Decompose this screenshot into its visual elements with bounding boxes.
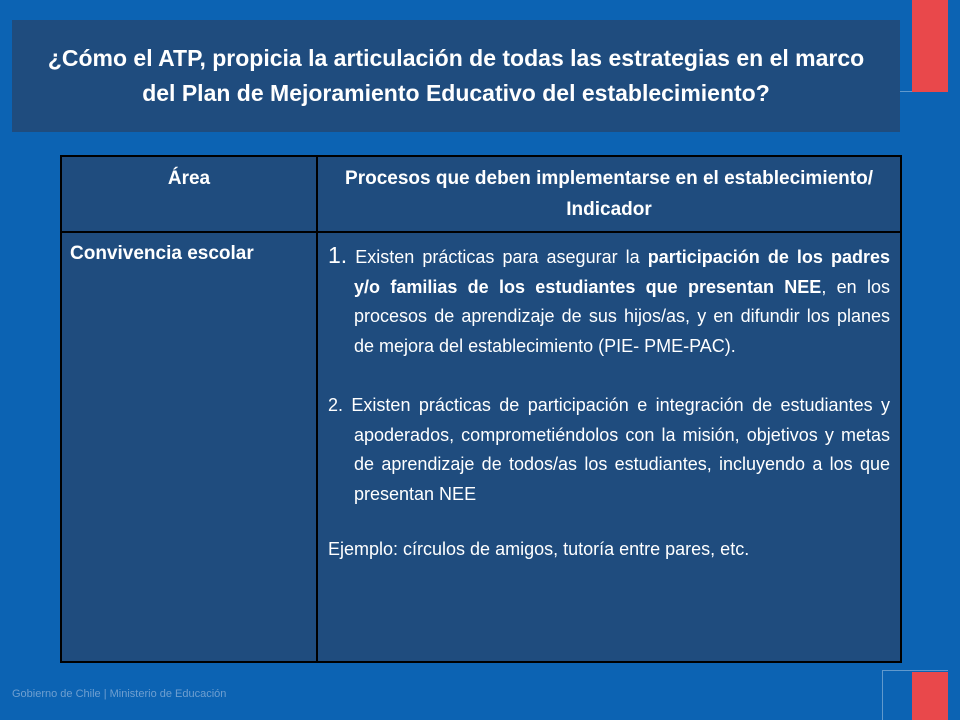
table-header-row	[61, 156, 901, 232]
indicator-1-bold: participación de los padres y/o familias de los estudiantes que presentan NEE	[354, 247, 891, 297]
indicator-1-number: 1.	[328, 242, 348, 268]
example-text: Ejemplo: círculos de amigos, tutoría entre pares, etc.	[328, 539, 750, 559]
slide-title	[12, 20, 900, 132]
corner-accent-top	[912, 0, 948, 92]
header-processes: Procesos que deben implementarse en el establecimiento/ Indicador	[317, 156, 901, 232]
indicator-item-1	[328, 241, 890, 361]
processes-cell	[317, 232, 901, 662]
indicator-item-2: 2. Existen prácticas de participación e integración de estudiantes y apoderados, comprometiéndolos con la misión, objetivos y metas de aprendizaje de todos/as los estudiantes, incluyendo a los que presentan NEE	[328, 395, 890, 504]
indicator-1-text-b: , en los procesos de aprendizaje de sus hijos/as, y en difundir los planes de mejora del establecimiento (PIE- PME-PAC).	[354, 276, 890, 356]
header-area: Área	[61, 156, 317, 232]
table-row	[61, 232, 901, 662]
indicator-table	[60, 155, 902, 663]
slide-title-text: ¿Cómo el ATP, propicia la articulación de todas las estrategias en el marco del Plan de Mejoramiento Educativo del establecimiento?	[47, 45, 865, 106]
footer-credit: Gobierno de Chile | Ministerio de Educación	[12, 688, 227, 700]
corner-accent-bottom	[912, 672, 948, 720]
area-cell: Convivencia escolar	[61, 232, 317, 662]
indicator-1-text-a: Existen prácticas para asegurar la	[347, 247, 648, 267]
